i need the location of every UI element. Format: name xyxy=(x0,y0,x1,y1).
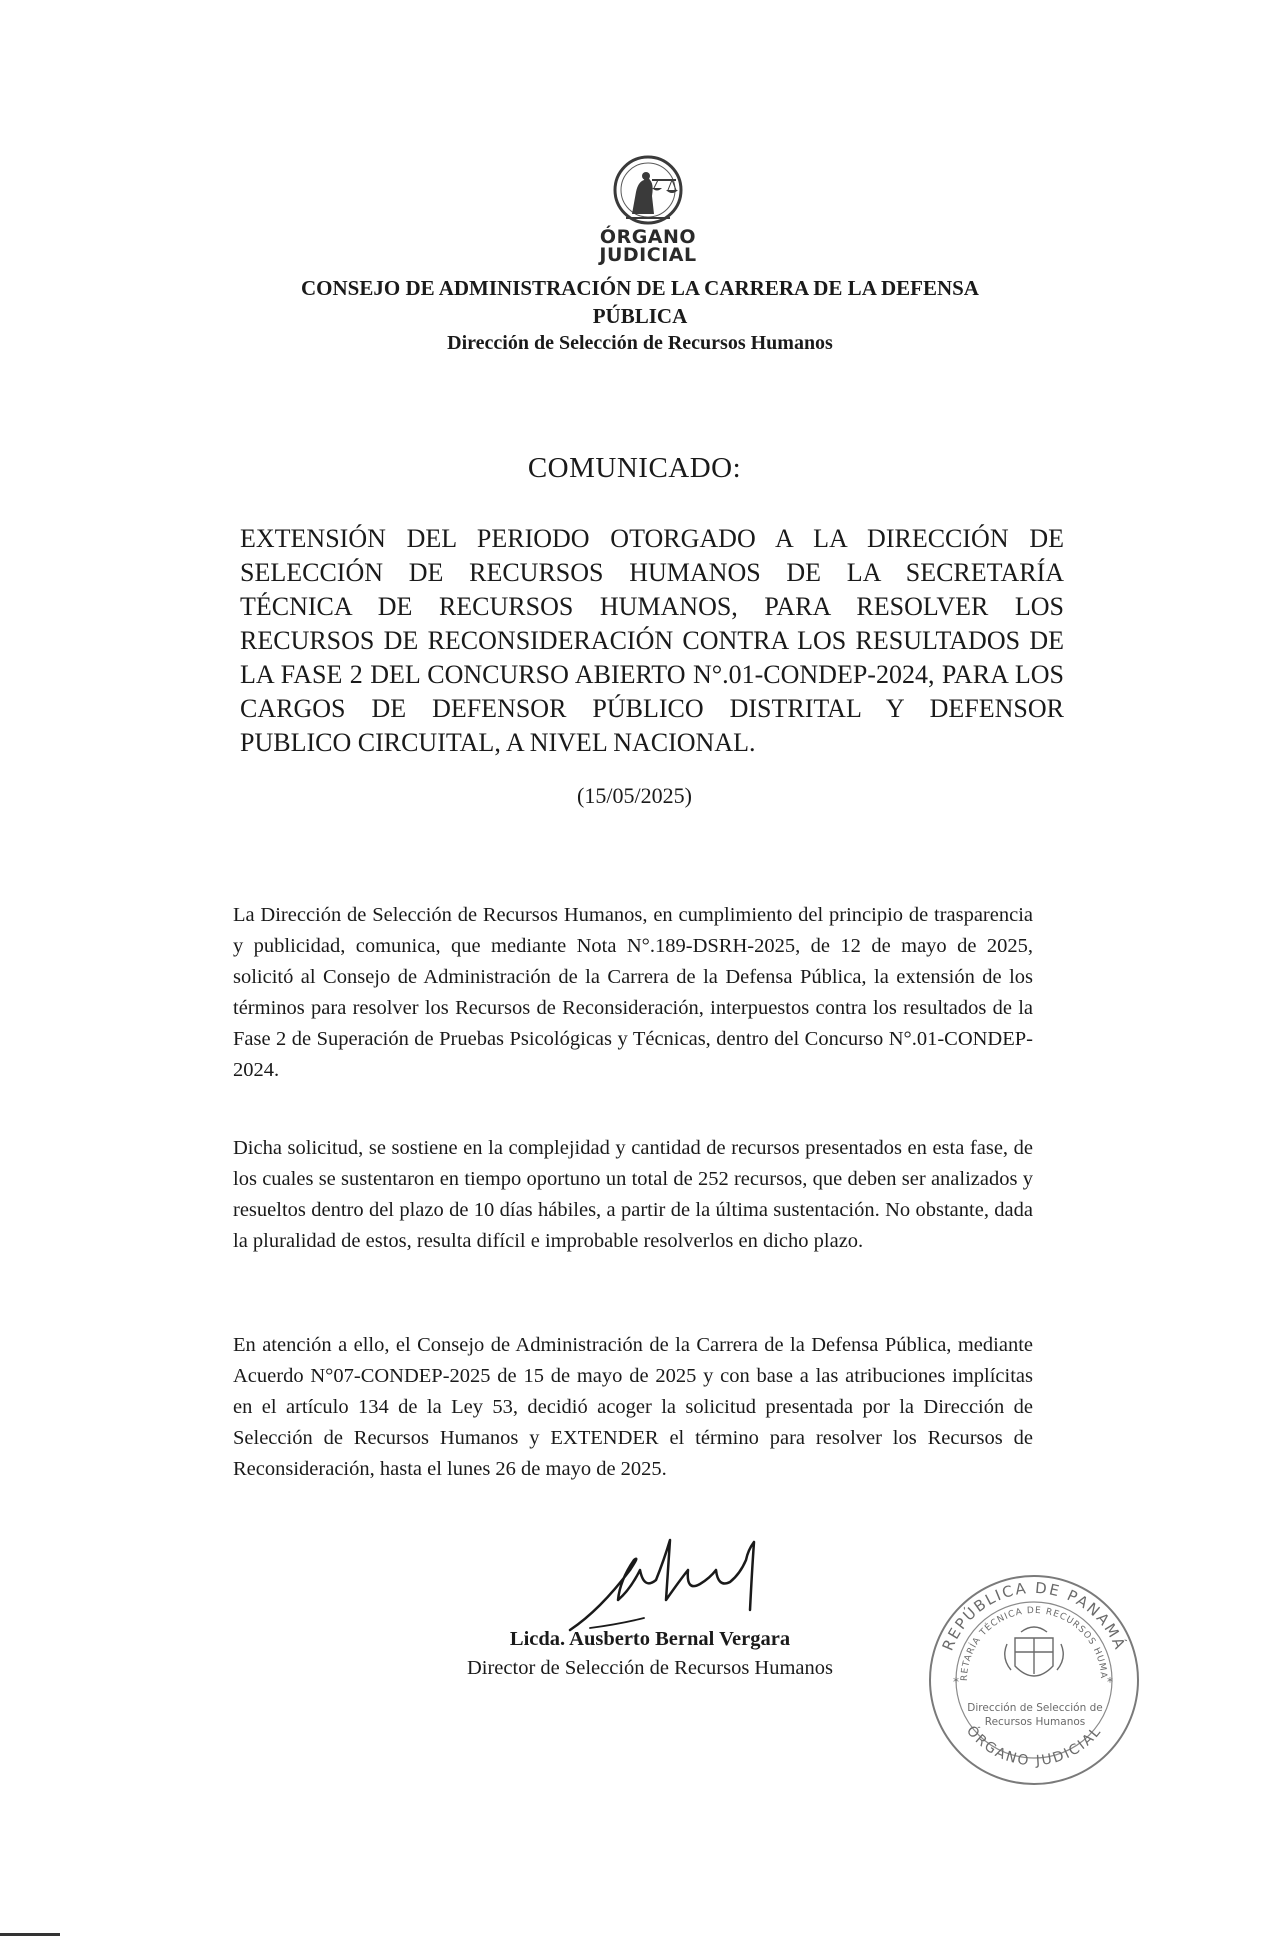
signer-name: Licda. Ausberto Bernal Vergara xyxy=(509,1628,791,1650)
header-council-name-cont: PÚBLICA xyxy=(592,304,688,328)
stamp-inner-line-1: Dirección de Selección de xyxy=(967,1702,1103,1714)
signer-position: Director de Selección de Recursos Humanos xyxy=(466,1657,834,1679)
stamp-inner-line-2: Recursos Humanos xyxy=(984,1716,1086,1728)
svg-text:*: * xyxy=(1107,1675,1113,1689)
stamp-top-text: REPÚBLICA DE PANAMÁ xyxy=(938,1578,1130,1654)
official-stamp xyxy=(917,1566,1151,1794)
logo-line-1: ÓRGANO xyxy=(599,226,697,248)
header-directorate: Dirección de Selección de Recursos Humanos xyxy=(447,332,833,354)
scan-edge-mark xyxy=(0,1933,60,1936)
logo-line-2: JUDICIAL xyxy=(599,244,697,266)
body-paragraph: En atención a ello, el Consejo de Administración de la Carrera de la Defensa Pública, mediante Acuerdo N°07-CONDEP-2025 de 15 de mayo de 2025 y con base a las atribuciones implícitas en el artículo 134 de la Ley 53, decidió acoger la solicitud presentada por la Dirección de Selección de Recursos Humanos y EXTENDER el término para resolver los Recursos de Reconsideración, hasta el lunes 26 de mayo de 2025. xyxy=(233,1334,1033,1480)
justice-seal-icon xyxy=(602,152,694,228)
page-title: COMUNICADO: xyxy=(527,452,742,484)
document-header xyxy=(200,274,1080,356)
signature-block xyxy=(420,1625,880,1683)
header-council-name: CONSEJO DE ADMINISTRACIÓN DE LA CARRERA DE LA DEFENSA xyxy=(301,276,979,300)
organo-judicial-logo xyxy=(588,152,708,264)
document-date: (15/05/2025) xyxy=(577,783,692,808)
body-paragraph: Dicha solicitud, se sostiene en la complejidad y cantidad de recursos presentados en esta fase, de los cuales se sustentaron en tiempo oportuno un total de 252 recursos, que deben ser analizados y resueltos dentro del plazo de 10 días hábiles, a partir de la última sustentación. No obstante, dada la pluralidad de estos, resulta difícil e improbable resolverlos en dicho plazo. xyxy=(233,1137,1033,1252)
subject-text: EXTENSIÓN DEL PERIODO OTORGADO A LA DIRECCIÓN DE SELECCIÓN DE RECURSOS HUMANOS DE LA SECRETARÍA TÉCNICA DE RECURSOS HUMANOS, PARA RESOLVER LOS RECURSOS DE RECONSIDERACIÓN CONTRA LOS RESULTADOS DE LA FASE 2 DEL CONCURSO ABIERTO N°.01-CONDEP-2024, PARA LOS CARGOS DE DEFENSOR PÚBLICO DISTRITAL Y DEFENSOR PUBLICO CIRCUITAL, A NIVEL NACIONAL. xyxy=(240,524,1064,757)
stamp-bottom-text: ÓRGANO JUDICIAL xyxy=(962,1722,1106,1770)
coat-of-arms-icon xyxy=(1005,1627,1064,1676)
body-paragraph: La Dirección de Selección de Recursos Humanos, en cumplimiento del principio de trasparencia y publicidad, comunica, que mediante Nota N°.189-DSRH-2025, de 12 de mayo de 2025, solicitó al Consejo de Administración de la Carrera de la Defensa Pública, la extensión de los términos para resolver los Recursos de Reconsideración, interpuestos contra los resultados de la Fase 2 de Superación de Pruebas Psicológicas y Técnicas, dentro del Concurso N°.01-CONDEP-2024. xyxy=(233,904,1033,1081)
stamp-inner-text xyxy=(957,1701,1113,1729)
svg-text:*: * xyxy=(953,1675,959,1689)
stamp-ring-text: RETARÍA TÉCNICA DE RECURSOS HUMA xyxy=(959,1605,1109,1682)
